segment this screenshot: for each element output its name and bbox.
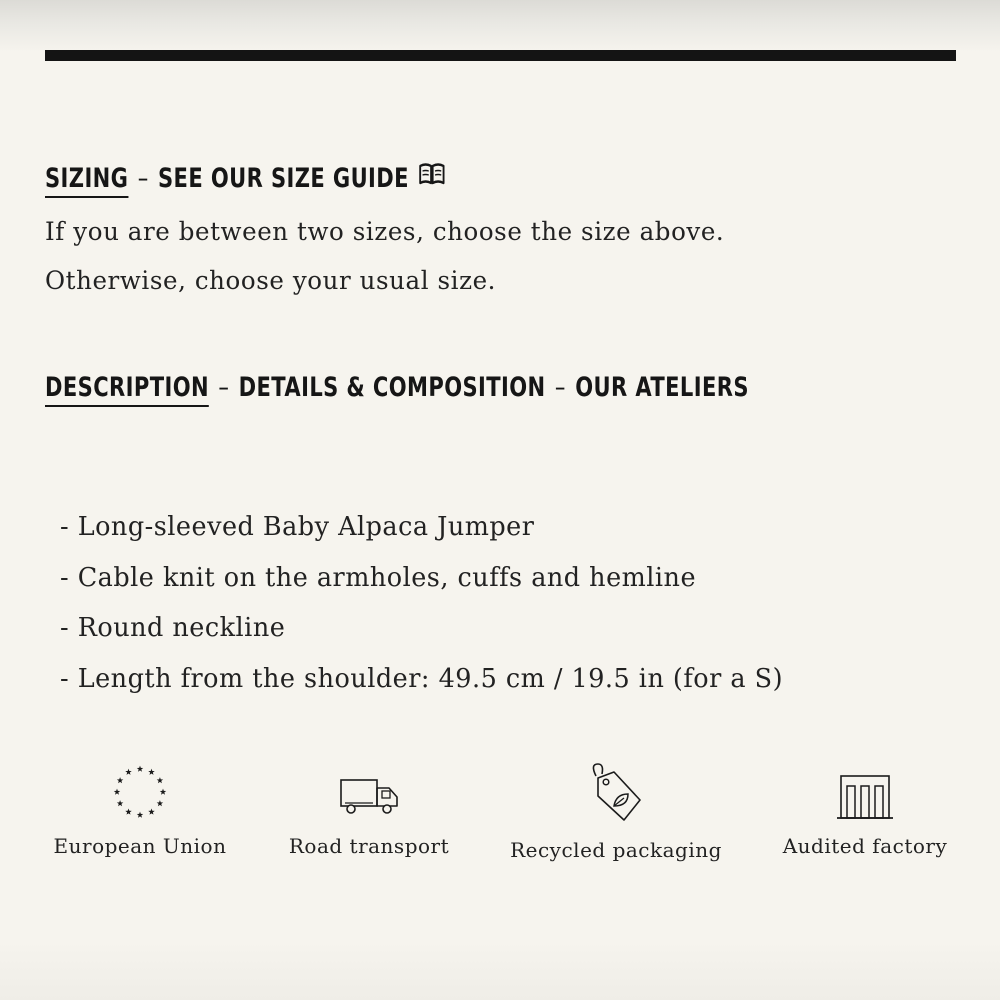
eu-star — [125, 769, 131, 775]
sizing-heading — [45, 163, 445, 198]
list-item: - Round neckline — [60, 613, 286, 643]
eu-star — [148, 809, 154, 815]
list-item: - Cable knit on the armholes, cuffs and hemline — [60, 562, 697, 593]
sizing-advice-line-2: Otherwise, choose your usual size. — [45, 266, 497, 295]
eu-star — [117, 800, 123, 806]
list-item: - Length from the shoulder: 49.5 cm / 19.5 in (for a S) — [60, 663, 784, 694]
tab-sizing[interactable]: SIZING — [45, 163, 128, 198]
book-icon[interactable] — [418, 162, 445, 193]
badge-label: Recycled packaging — [510, 838, 722, 862]
eu-star — [148, 769, 154, 775]
eu-star — [114, 789, 120, 795]
separator: – — [137, 163, 149, 194]
size-guide-link[interactable]: SEE OUR SIZE GUIDE — [158, 163, 409, 194]
separator: – — [218, 372, 230, 403]
eu-star — [125, 809, 131, 815]
eu-star — [137, 812, 143, 818]
badge-label: Audited factory — [782, 834, 948, 858]
badge-label: European Union — [53, 834, 227, 858]
factory-icon — [774, 760, 956, 824]
tab-details-composition[interactable]: DETAILS & COMPOSITION — [238, 372, 546, 403]
sizing-advice-line-1: If you are between two sizes, choose the size above. — [45, 217, 725, 246]
eu-star — [157, 777, 163, 783]
description-list — [60, 508, 798, 710]
eu-star — [117, 777, 123, 783]
top-divider-bar — [45, 50, 956, 61]
badge-road-transport — [280, 760, 458, 858]
product-badges — [0, 760, 1000, 880]
badge-recycled-packaging — [500, 760, 732, 862]
eu-star — [157, 800, 163, 806]
badge-label: Road transport — [288, 834, 450, 858]
eu-stars-icon — [45, 760, 235, 824]
delivery-truck-icon — [280, 760, 458, 824]
badge-audited-factory — [774, 760, 956, 858]
product-tabs — [45, 372, 749, 407]
recycle-tag-icon — [500, 760, 732, 828]
tab-description[interactable]: DESCRIPTION — [45, 372, 209, 407]
list-item: - Long-sleeved Baby Alpaca Jumper — [60, 512, 535, 542]
eu-star — [160, 789, 166, 795]
badge-european-union — [45, 760, 235, 858]
top-shadow — [0, 0, 1000, 52]
bottom-shade — [0, 940, 1000, 1000]
eu-star — [137, 766, 143, 772]
separator: – — [554, 372, 566, 403]
tab-our-ateliers[interactable]: OUR ATELIERS — [575, 372, 749, 403]
